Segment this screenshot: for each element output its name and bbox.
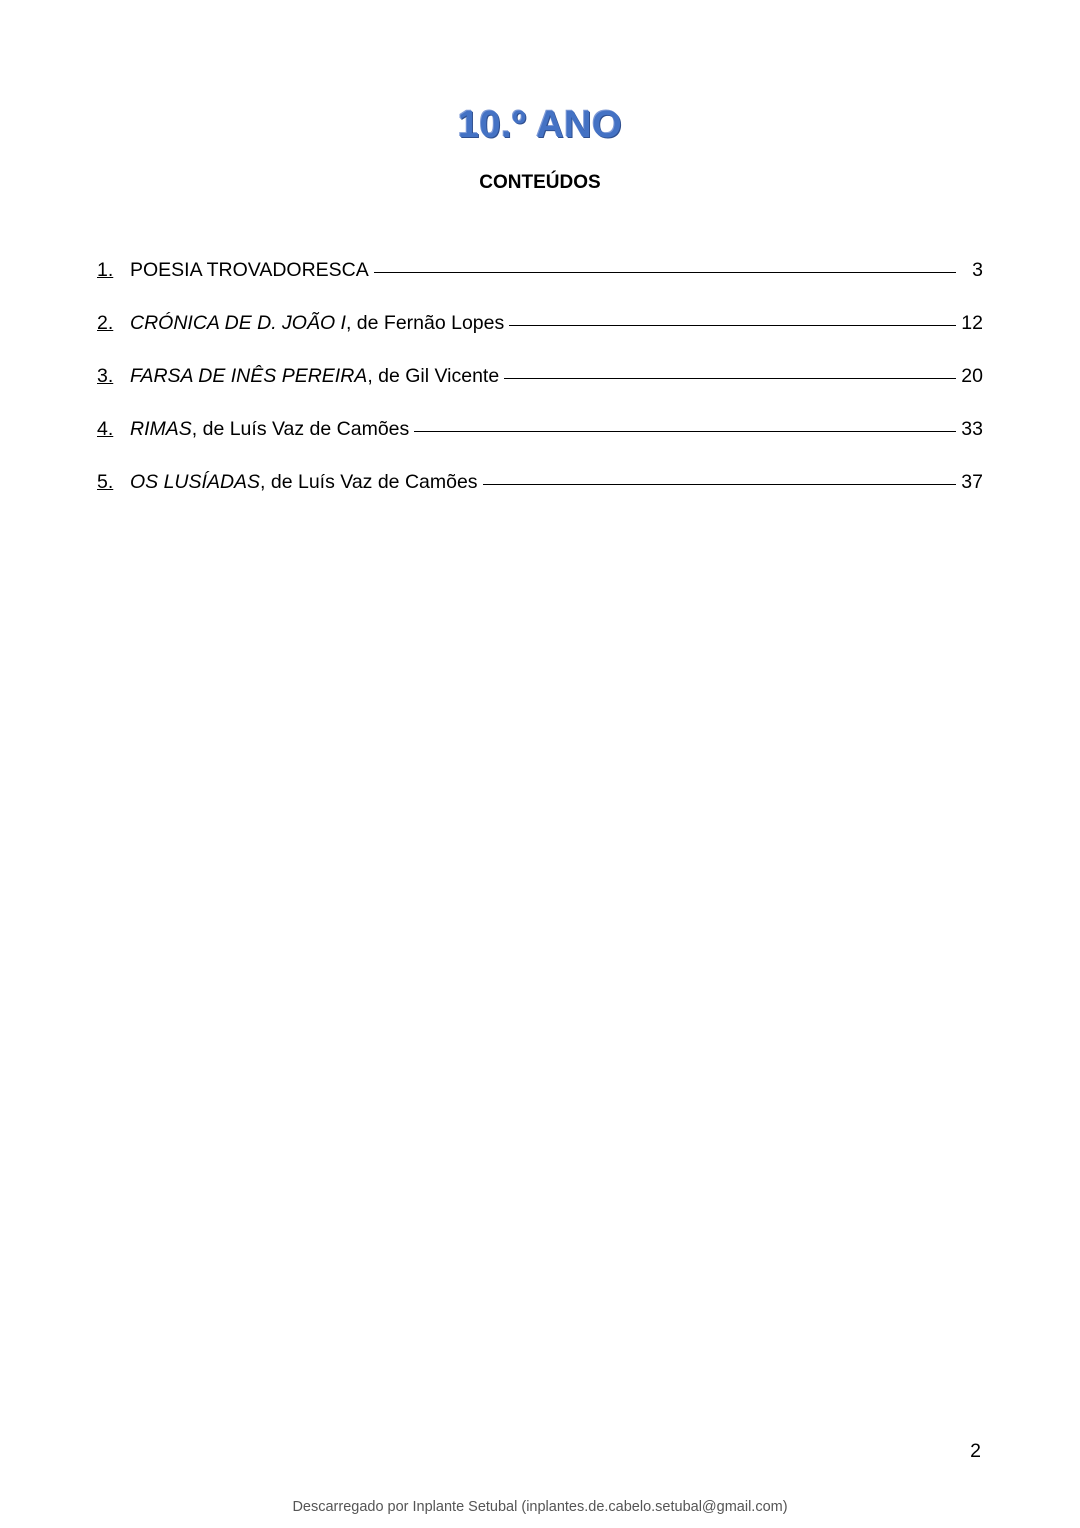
toc-leader-line	[374, 271, 956, 273]
toc-entry-page: 33	[961, 418, 983, 440]
toc-entry-title	[130, 362, 499, 390]
toc-entry-1[interactable]	[97, 256, 983, 309]
toc-entry-page: 12	[961, 312, 983, 334]
toc-entry-4[interactable]	[97, 415, 983, 468]
download-footer: Descarregado por Inplante Setubal (inplantes.de.cabelo.setubal@gmail.com)	[292, 1499, 788, 1515]
toc-entry-5[interactable]	[97, 468, 983, 521]
toc-entry-title-italic: CRÓNICA DE D. JOÃO I	[130, 312, 346, 334]
toc-entry-2[interactable]	[97, 309, 983, 362]
toc-entry-number: 5.	[97, 471, 114, 493]
toc-entry-title-rest: , de Fernão Lopes	[345, 312, 505, 334]
toc-entry-title-rest: , de Luís Vaz de Camões	[260, 471, 478, 493]
toc-entry-number: 1.	[97, 259, 114, 281]
contents-heading: CONTEÚDOS	[479, 172, 601, 193]
toc-entry-title-italic: OS LUSÍADAS	[130, 471, 261, 493]
toc-entry-title	[130, 256, 369, 284]
toc-leader-line	[414, 430, 956, 432]
toc-entry-title-italic: RIMAS	[130, 418, 192, 440]
toc-entry-title-rest: , de Luís Vaz de Camões	[191, 418, 410, 440]
toc-entry-3[interactable]	[97, 362, 983, 415]
toc-entry-title-italic: FARSA DE INÊS PEREIRA	[130, 365, 368, 387]
toc-entry-number: 4.	[97, 418, 114, 440]
page-title: 10.º ANO	[457, 104, 623, 146]
toc-entry-page: 37	[961, 471, 983, 493]
toc-entry-page: 3	[972, 259, 983, 281]
toc-entry-title	[130, 415, 409, 443]
toc-entry-title	[130, 309, 504, 337]
toc-leader-line	[483, 483, 956, 485]
toc-entry-title	[130, 468, 478, 496]
toc-leader-line	[504, 377, 956, 379]
toc-entry-number: 2.	[97, 312, 114, 334]
toc-entry-number: 3.	[97, 365, 114, 387]
toc-entry-title-rest: , de Gil Vicente	[367, 365, 500, 387]
toc-entry-page: 20	[961, 365, 983, 387]
toc-leader-line	[509, 324, 956, 326]
toc-entry-title-rest: POESIA TROVADORESCA	[130, 259, 369, 281]
page-number: 2	[970, 1440, 981, 1462]
table-of-contents	[97, 256, 983, 521]
